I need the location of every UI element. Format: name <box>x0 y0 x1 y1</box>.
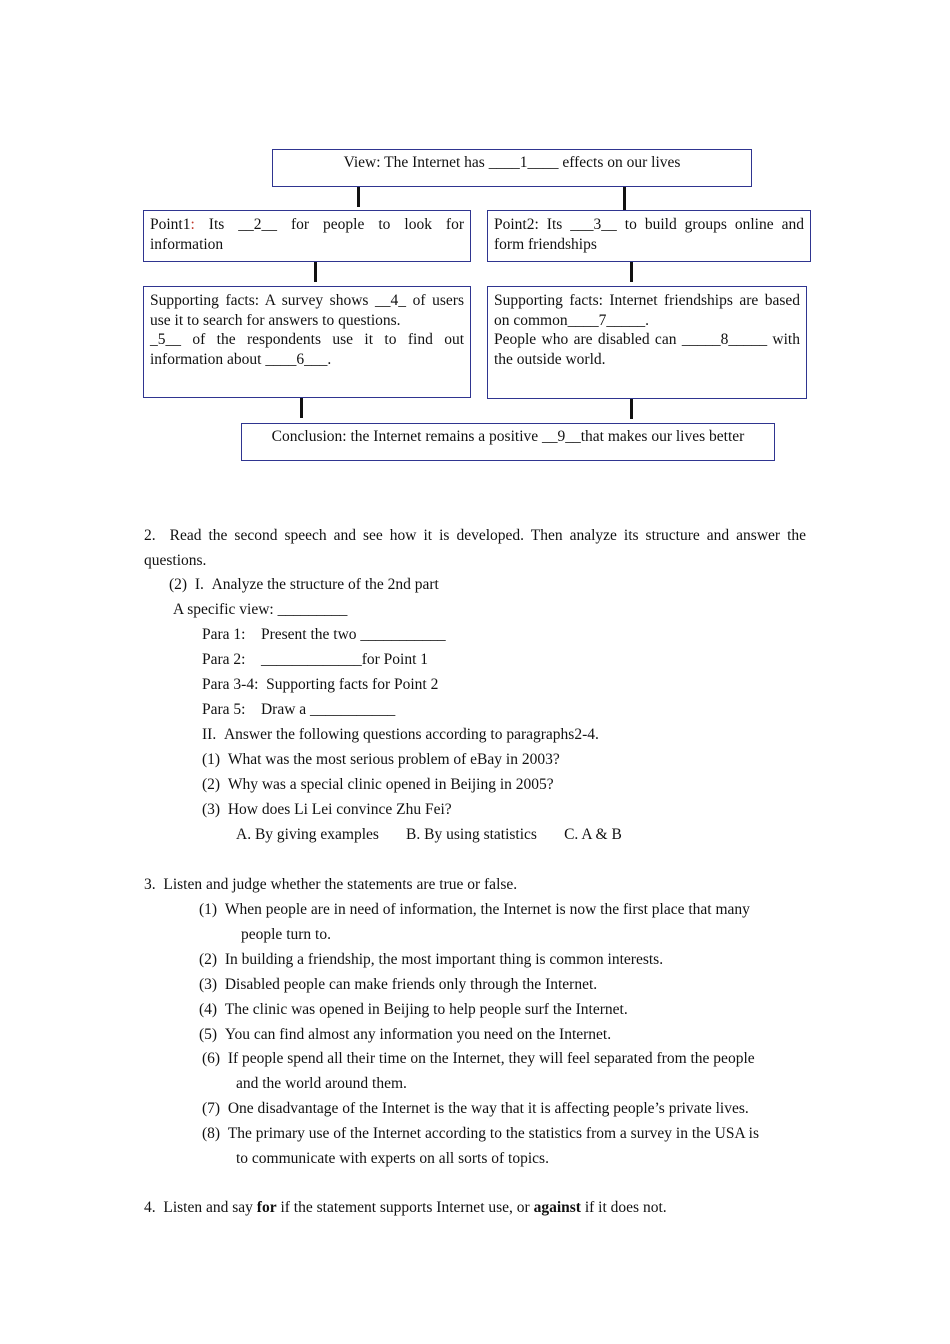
q2-heading: 2. Read the second speech and see how it is developed. Then analyze its structure and answer the questions. <box>144 527 806 569</box>
point1-colon: : <box>190 216 195 233</box>
point2-box <box>487 210 811 262</box>
q3-statement-7: (7) One disadvantage of the Internet is the way that it is affecting people’s private lives. <box>202 1100 749 1117</box>
q3-statement-4: (4) The clinic was opened in Beijing to help people surf the Internet. <box>199 1001 628 1018</box>
q3-statement-6b: and the world around them. <box>236 1075 407 1092</box>
q4-heading <box>144 1198 667 1218</box>
q4-post: if it does not. <box>580 1199 667 1216</box>
q3-heading: 3. Listen and judge whether the statements are true or false. <box>144 876 518 893</box>
connector <box>630 262 633 282</box>
connector <box>623 187 626 211</box>
q2-para1: Para 1: Present the two ___________ <box>202 626 446 643</box>
q3-statement-2: (2) In building a friendship, the most important thing is common interests. <box>199 951 664 968</box>
q2-para2: Para 2: _____________for Point 1 <box>202 651 429 668</box>
q2-part1: (2) I. Analyze the structure of the 2nd part <box>169 576 439 593</box>
point1-box <box>143 210 471 262</box>
connector <box>300 398 303 418</box>
q2-options: A. By giving examples B. By using statistics C. A & B <box>236 826 622 843</box>
q2-part2: II. Answer the following questions according to paragraphs2-4. <box>202 726 599 743</box>
connector <box>314 262 317 282</box>
q4-for: for <box>256 1199 277 1216</box>
view-text: View: The Internet has ____1____ effects on our lives <box>343 154 681 171</box>
facts2-box <box>487 286 807 399</box>
conclusion-box <box>241 423 775 461</box>
q2-para34: Para 3-4: Supporting facts for Point 2 <box>202 676 439 693</box>
view-box <box>272 149 752 187</box>
point1-label: Point1 <box>150 216 191 233</box>
connector <box>357 187 360 207</box>
facts1-box <box>143 286 471 398</box>
q4-pre: 4. Listen and say <box>144 1199 257 1216</box>
conclusion-text: Conclusion: the Internet remains a positive __9__that makes our lives better <box>271 428 745 445</box>
q2-question-3: (3) How does Li Lei convince Zhu Fei? <box>202 801 452 818</box>
q4-mid: if the statement supports Internet use, or <box>276 1199 534 1216</box>
q2-question-1: (1) What was the most serious problem of eBay in 2003? <box>202 751 560 768</box>
q3-statement-6a: (6) If people spend all their time on the Internet, they will feel separated from the people <box>202 1050 755 1067</box>
q3-statement-8a: (8) The primary use of the Internet according to the statistics from a survey in the USA is <box>202 1125 759 1142</box>
q3-statement-3: (3) Disabled people can make friends only through the Internet. <box>199 976 598 993</box>
facts1-line1: Supporting facts: A survey shows __4_ of users use it to search for answers to questions. <box>150 292 464 329</box>
facts2-line2: People who are disabled can _____8_____ with the outside world. <box>494 331 800 368</box>
q3-statement-8b: to communicate with experts on all sorts of topics. <box>236 1150 549 1167</box>
q3-statement-5: (5) You can find almost any information you need on the Internet. <box>199 1026 612 1043</box>
point2-text: Point2: Its ___3__ to build groups online and form friendships <box>494 216 804 253</box>
q3-statement-1b: people turn to. <box>241 926 331 943</box>
q2-view: A specific view: _________ <box>173 601 348 618</box>
facts2-line1: Supporting facts: Internet friendships are based on common____7_____. <box>494 292 800 329</box>
q3-statement-1a: (1) When people are in need of information, the Internet is now the first place that many <box>199 901 750 918</box>
q2-question-2: (2) Why was a special clinic opened in Beijing in 2005? <box>202 776 554 793</box>
q4-against: against <box>533 1199 581 1216</box>
facts1-line2: _5__ of the respondents use it to find out information about ____6___. <box>150 331 464 368</box>
point1-text: Its __2__ for people to look for information <box>150 216 464 253</box>
q2-para5: Para 5: Draw a ___________ <box>202 701 396 718</box>
connector <box>630 399 633 419</box>
